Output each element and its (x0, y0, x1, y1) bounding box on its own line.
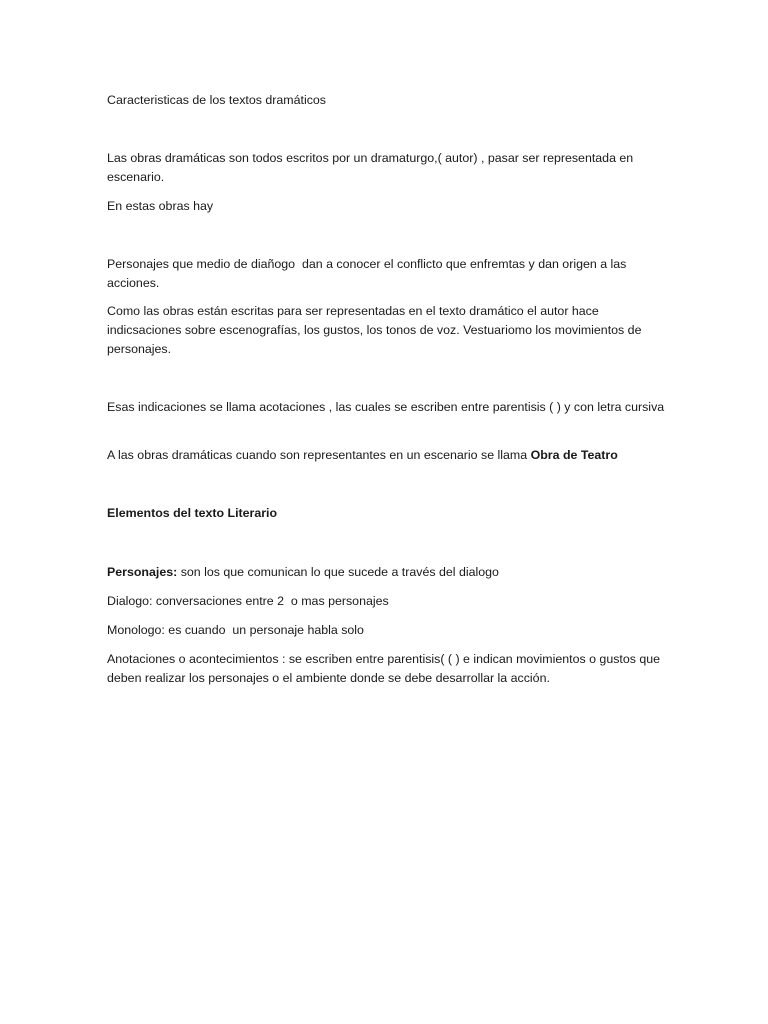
personajes-term: Personajes: (107, 565, 178, 579)
paragraph-personajes-dialogo: Personajes que medio de diañogo dan a conocer el conflicto que enfremtas y dan origen a las acciones. (107, 257, 630, 290)
paragraph-indicaciones-autor: Como las obras están escritas para ser representadas en el texto dramático el autor hace indicsaciones sobre escenografías, los gustos, los tonos de voz. Vestuariomo los movimientos de personajes. (107, 304, 645, 356)
definition-personajes (107, 563, 667, 582)
section-heading-elementos: Elementos del texto Literario (107, 506, 278, 520)
personajes-definition: son los que comunican lo que sucede a través del dialogo (177, 565, 499, 579)
definition-anotaciones: Anotaciones o acontecimientos : se escriben entre parentisis( ( ) e indican movimientos o gustos que deben realizar los personajes o el ambiente donde se debe desarrollar la acción. (107, 652, 664, 685)
document-title: Caracteristicas de los textos dramáticos (107, 93, 326, 107)
definition-dialogo: Dialogo: conversaciones entre 2 o mas personajes (107, 594, 389, 608)
paragraph-obra-de-teatro (107, 446, 667, 465)
obra-teatro-bold: Obra de Teatro (530, 448, 618, 462)
paragraph-acotaciones: Esas indicaciones se llama acotaciones , las cuales se escriben entre parentisis ( ) y con letra cursiva (107, 400, 665, 414)
paragraph-en-estas-obras: En estas obras hay (107, 199, 214, 213)
definition-monologo: Monologo: es cuando un personaje habla solo (107, 623, 364, 637)
paragraph-obras-dramaticas: Las obras dramáticas son todos escritos por un dramaturgo,( autor) , pasar ser representada en escenario. (107, 151, 637, 184)
obra-teatro-text: A las obras dramáticas cuando son representantes en un escenario se llama (107, 448, 531, 462)
